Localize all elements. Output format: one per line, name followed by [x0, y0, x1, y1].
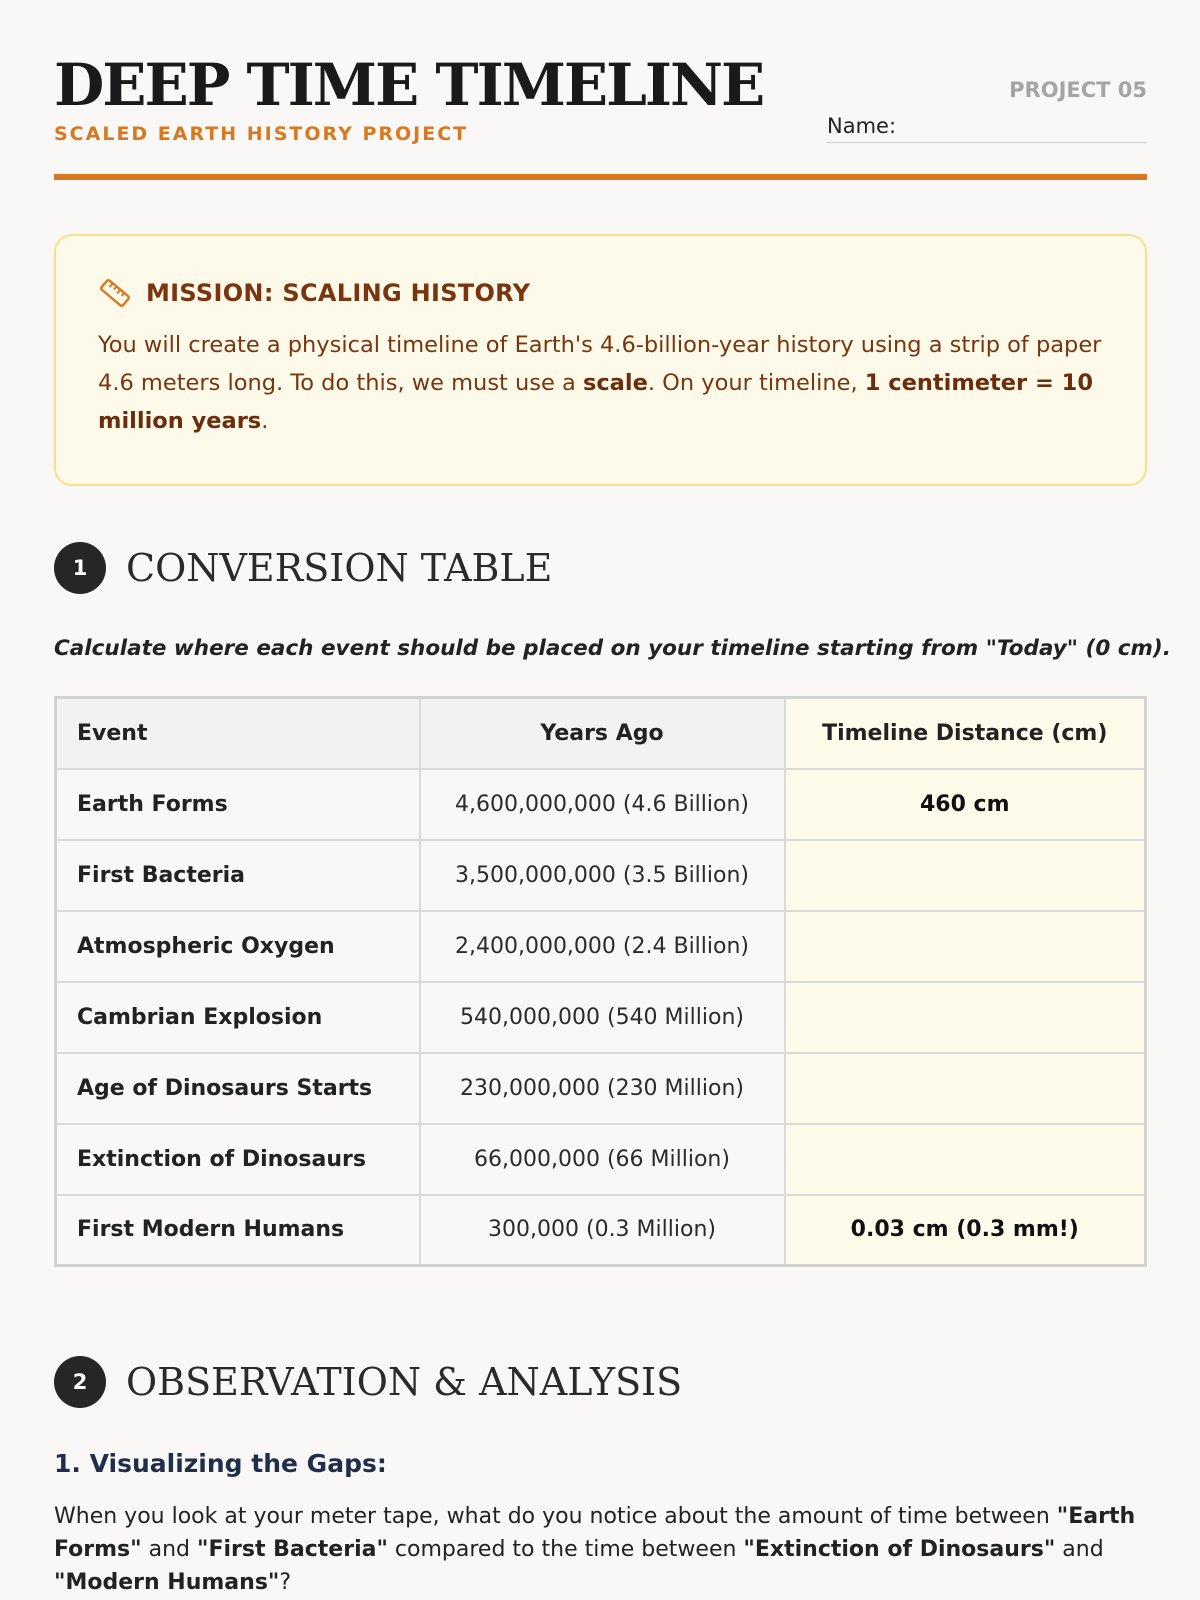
event-cell: First Modern Humans: [56, 1195, 420, 1266]
distance-cell[interactable]: 0.03 cm (0.3 mm!): [785, 1195, 1146, 1266]
mission-header: [98, 276, 1103, 310]
conversion-table: [54, 696, 1147, 1267]
table-row: [56, 1195, 1146, 1266]
table-row: [56, 1053, 1146, 1124]
distance-cell[interactable]: [785, 840, 1146, 911]
years-cell: 300,000 (0.3 Million): [420, 1195, 785, 1266]
project-number: PROJECT 05: [1009, 78, 1147, 102]
years-cell: 4,600,000,000 (4.6 Billion): [420, 769, 785, 840]
table-row: [56, 911, 1146, 982]
distance-cell[interactable]: [785, 1053, 1146, 1124]
section-2-heading: [54, 1356, 682, 1408]
page-title: DEEP TIME TIMELINE: [54, 51, 764, 119]
years-cell: 230,000,000 (230 Million): [420, 1053, 785, 1124]
worksheet-page: [54, 0, 1171, 1595]
years-cell: 3,500,000,000 (3.5 Billion): [420, 840, 785, 911]
event-cell: Atmospheric Oxygen: [56, 911, 420, 982]
years-cell: 66,000,000 (66 Million): [420, 1124, 785, 1195]
column-header: Event: [56, 698, 420, 769]
page-subtitle: SCALED EARTH HISTORY PROJECT: [54, 123, 469, 145]
section-number-badge: 2: [54, 1356, 106, 1408]
distance-cell[interactable]: [785, 982, 1146, 1053]
header-divider: [54, 174, 1147, 180]
distance-cell[interactable]: [785, 1124, 1146, 1195]
table-row: [56, 1124, 1146, 1195]
event-cell: Age of Dinosaurs Starts: [56, 1053, 420, 1124]
section-title: OBSERVATION & ANALYSIS: [126, 1360, 683, 1404]
mission-box: [54, 234, 1147, 486]
distance-cell[interactable]: 460 cm: [785, 769, 1146, 840]
section-number-badge: 1: [54, 542, 106, 594]
event-cell: Earth Forms: [56, 769, 420, 840]
question-text: When you look at your meter tape, what do you notice about the amount of time between "Earth Forms" and "First Bacteria" compared to the time between "Extinction of Dinosaurs" and "Modern Humans"?: [54, 1504, 1136, 1595]
table-row: [56, 840, 1146, 911]
event-cell: Cambrian Explosion: [56, 982, 420, 1053]
section-title: CONVERSION TABLE: [126, 546, 553, 590]
page-header: [54, 0, 1147, 182]
event-cell: Extinction of Dinosaurs: [56, 1124, 420, 1195]
ruler-icon: [98, 276, 132, 310]
years-cell: 540,000,000 (540 Million): [420, 982, 785, 1053]
question-title: 1. Visualizing the Gaps:: [54, 1449, 387, 1478]
table-row: [56, 982, 1146, 1053]
name-field[interactable]: [827, 114, 1147, 143]
table-row: [56, 769, 1146, 840]
distance-cell[interactable]: [785, 911, 1146, 982]
mission-text: You will create a physical timeline of Earth's 4.6-billion-year history using a strip of paper 4.6 meters long. To do this, we must use a scale. On your timeline, 1 centimeter = 10 million years.: [98, 332, 1102, 434]
table-instructions: Calculate where each event should be placed on your timeline starting from "Today" (0 cm).: [54, 636, 1171, 661]
mission-title: MISSION: SCALING HISTORY: [146, 279, 531, 307]
column-header: Timeline Distance (cm): [785, 698, 1146, 769]
table-header-row: [56, 698, 1146, 769]
column-header: Years Ago: [420, 698, 785, 769]
name-label: Name:: [827, 114, 897, 138]
event-cell: First Bacteria: [56, 840, 420, 911]
years-cell: 2,400,000,000 (2.4 Billion): [420, 911, 785, 982]
section-1-heading: [54, 542, 552, 594]
